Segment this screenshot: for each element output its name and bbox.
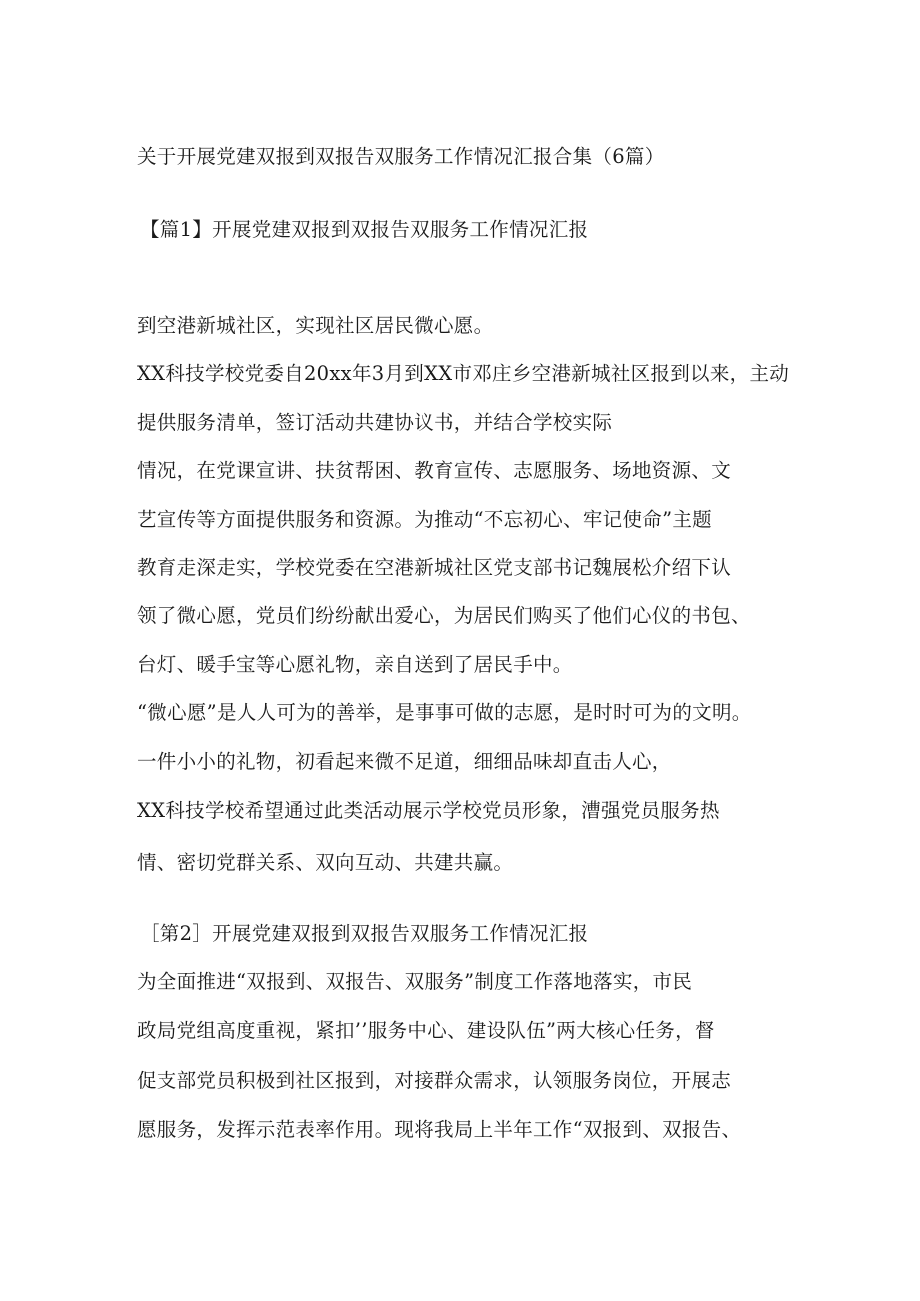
document-title: 关于开展党建双报到双报告双服务工作情况汇报合集（6篇） — [137, 145, 665, 168]
paragraph-line: 提供服务清单，签订活动共建协议书，并结合学校实际 — [137, 411, 613, 434]
paragraph-line: 政局党组高度重视，紧扣’’服务中心、建设队伍”两大核心任务，督 — [137, 1019, 715, 1042]
paragraph-line: 到空港新城社区，实现社区居民微心愿。 — [137, 314, 494, 337]
paragraph-line: 艺宣传等方面提供服务和资源。为推动“不忘初心、牢记使命”主题 — [137, 508, 712, 531]
paragraph-line: 台灯、暖手宝等心愿礼物，亲自送到了居民手中。 — [137, 653, 573, 676]
paragraph-line: 促支部党员积极到社区报到，对接群众需求，认领服务岗位，开展志 — [137, 1069, 732, 1092]
paragraph-line: 领了微心愿，党员们纷纷献出爱心，为居民们购买了他们心仪的书包、 — [137, 604, 751, 627]
paragraph-line: “微心愿”是人人可为的善举，是事事可做的志愿，是时时可为的文明。 — [137, 701, 752, 724]
paragraph-line: XX科技学校党委自20xx年3月到XX市邓庄乡空港新城社区报到以来，主动 — [137, 362, 790, 385]
paragraph-line: 一件小小的礼物，初看起来微不足道，细细品味却直击人心， — [137, 750, 672, 773]
paragraph-line: 情况，在党课宣讲、扶贫帮困、教育宣传、志愿服务、场地资源、文 — [137, 459, 732, 482]
paragraph-line: 情、密切党群关系、双向互动、共建共赢。 — [137, 851, 514, 874]
paragraph-line: XX科技学校希望通过此类活动展示学校党员形象，漕强党员服务热 — [137, 799, 720, 822]
paragraph-line: 教育走深走实，学校党委在空港新城社区党支部书记魏展松介绍下认 — [137, 556, 732, 579]
section-1-heading: 【篇1】开展党建双报到双报告双服务工作情况汇报 — [140, 218, 589, 241]
paragraph-line: 愿服务，发挥示范表率作用。现将我局上半年工作“双报到、双报告、 — [137, 1118, 742, 1141]
section-2-heading: ［第2］开展党建双报到双报告双服务工作情况汇报 — [140, 922, 589, 945]
paragraph-line: 为全面推进“双报到、双报告、双服务”制度工作落地落实，市民 — [137, 970, 693, 993]
